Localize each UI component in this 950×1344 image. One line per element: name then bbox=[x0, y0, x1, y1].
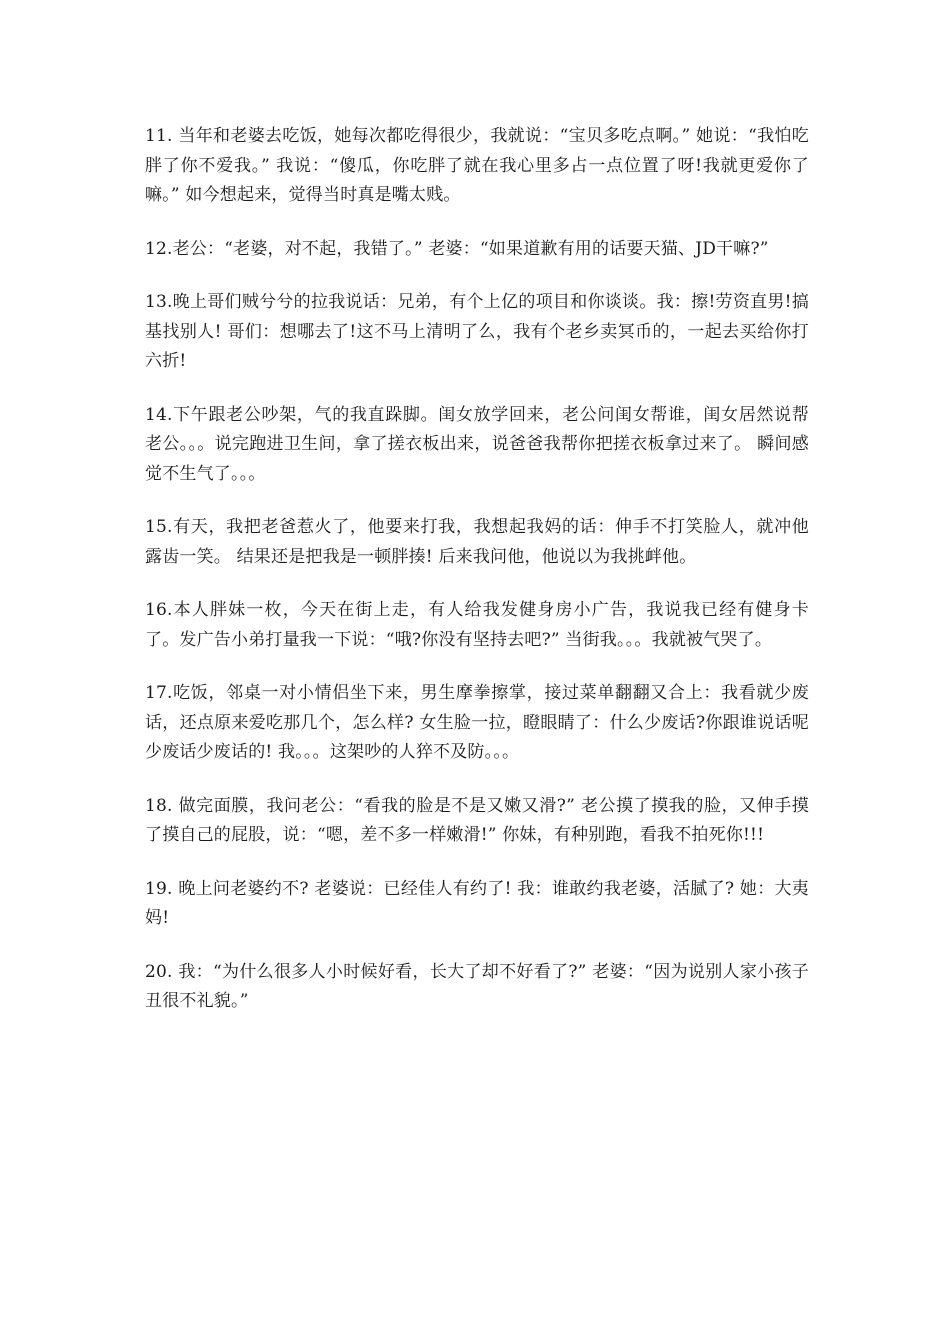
joke-paragraph-16: 16.本人胖妹一枚，今天在街上走，有人给我发健身房小广告，我说我已经有健身卡了。发广告小弟打量我一下说：“哦?你没有坚持去吧?” 当街我。。。我就被气哭了。 bbox=[145, 600, 809, 650]
joke-paragraph-14: 14.下午跟老公吵架，气的我直跺脚。闺女放学回来，老公问闺女帮谁，闺女居然说帮老公。。。说完跑进卫生间，拿了搓衣板出来，说爸爸我帮你把搓衣板拿过来了。 瞬间感觉不生气了。。。 bbox=[145, 404, 809, 484]
joke-paragraph-13: 13.晚上哥们贼兮兮的拉我说话：兄弟，有个上亿的项目和你谈谈。我：擦!劳资直男!搞基找别人! 哥们：想哪去了!这不马上清明了么，我有个老乡卖冥币的，一起去买给你打六折! bbox=[145, 292, 809, 371]
joke-paragraph-12: 12.老公：“老婆，对不起，我错了。” 老婆：“如果道歉有用的话要天猫、JD干嘛?” bbox=[145, 238, 769, 259]
joke-paragraph-11: 11. 当年和老婆去吃饭，她每次都吃得很少，我就说：“宝贝多吃点啊。” 她说：“我怕吃胖了你不爱我。” 我说：“傻瓜，你吃胖了就在我心里多占一点位置了呀!我就更爱你了嘛。” 如今想起来，觉得当时真是嘴太贱。 bbox=[145, 126, 809, 205]
joke-paragraph-17: 17.吃饭，邻桌一对小情侣坐下来，男生摩拳擦掌，接过菜单翻翻又合上：我看就少废话，还点原来爱吃那几个，怎么样? 女生脸一拉，瞪眼睛了：什么少废话?你跟谁说话呢少废话少废话的! 我。。。这架吵的人猝不及防。。。 bbox=[145, 683, 809, 762]
joke-paragraph-18: 18. 做完面膜，我问老公：“看我的脸是不是又嫩又滑?” 老公摸了摸我的脸，又伸手摸了摸自己的屁股，说：“嗯，差不多一样嫩滑!” 你妹，有种别跑，看我不拍死你!!! bbox=[145, 795, 809, 845]
document-body bbox=[145, 122, 809, 1041]
joke-paragraph-20: 20. 我：“为什么很多人小时候好看，长大了却不好看了?” 老婆：“因为说别人家小孩子丑很不礼貌。” bbox=[145, 961, 809, 1011]
joke-paragraph-19: 19. 晚上问老婆约不? 老婆说：已经佳人有约了! 我：谁敢约我老婆，活腻了? 她：大夷妈! bbox=[145, 878, 809, 928]
joke-paragraph-15: 15.有天，我把老爸惹火了，他要来打我，我想起我妈的话：伸手不打笑脸人，就冲他露齿一笑。 结果还是把我是一顿胖揍! 后来我问他，他说以为我挑衅他。 bbox=[145, 517, 809, 567]
